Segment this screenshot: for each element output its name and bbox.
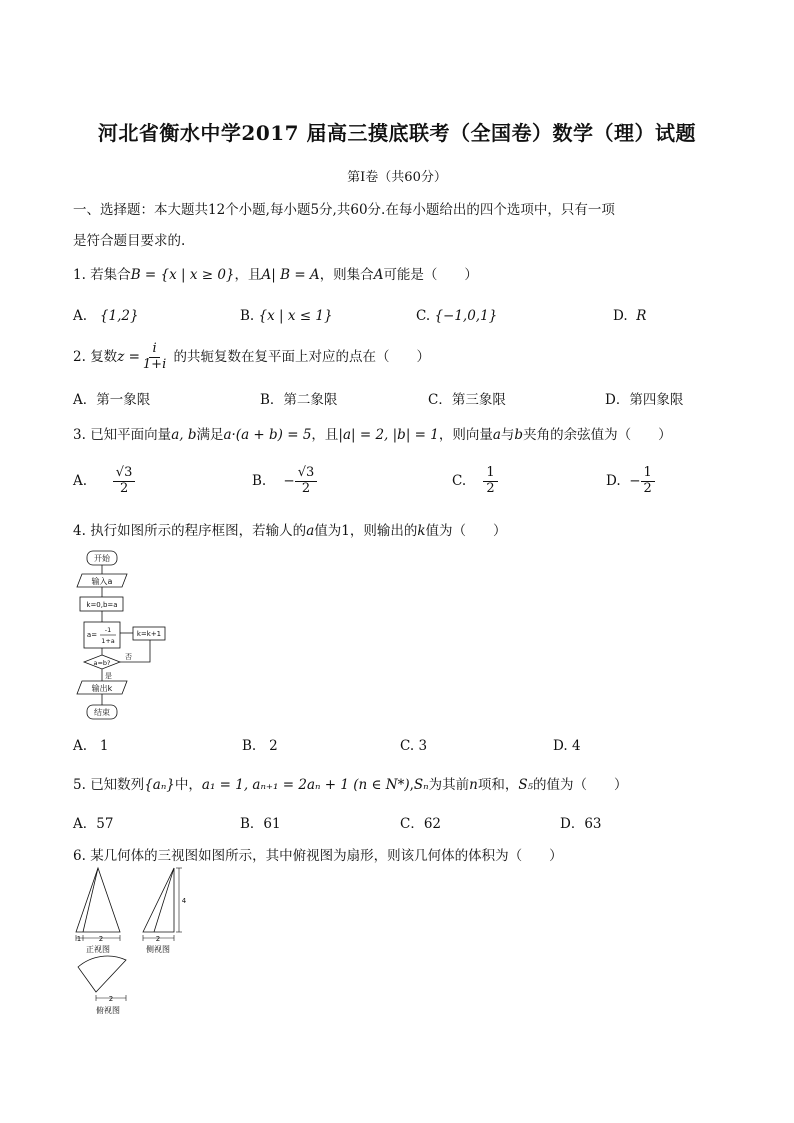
q1-mid: ，且 xyxy=(234,267,262,283)
q3-option-c: C. $\frac{1}{2}$ xyxy=(452,466,498,497)
q3-expr2: |a| = 2, |b| = 1 xyxy=(338,427,439,443)
q1-set-b: B = {x | x ≥ 0} xyxy=(130,267,235,283)
q1-option-c: C. {−1,0,1} xyxy=(416,308,498,324)
question-1 xyxy=(73,263,478,283)
q2-option-d: D．第四象限 xyxy=(605,392,684,408)
q5-option-a: A．57 xyxy=(73,816,114,832)
q1-condition: A| B = A xyxy=(261,267,320,283)
flow-cond-label: a=b? xyxy=(93,659,111,667)
q4-option-a: A. 1 xyxy=(73,738,109,754)
q3-option-a: A. $\frac{√3}{2}$ xyxy=(73,466,135,497)
q2-number: 2. xyxy=(73,348,86,365)
q5-option-b: B．61 xyxy=(240,816,281,832)
q2-fraction: $\frac{i}{1+i}$ xyxy=(142,341,167,372)
q2-stem: 复数 xyxy=(90,348,118,365)
q5-option-d: D．63 xyxy=(560,816,602,832)
part-heading: 第Ⅰ卷（共60分） xyxy=(347,170,447,185)
question-5: 5. 已知数列{aₙ}中，a₁ = 1, aₙ₊₁ = 2aₙ + 1 (n ∈ N*),Sₙ为其前n项和，S₅的值为（ ） xyxy=(73,777,628,793)
question-2 xyxy=(73,342,430,373)
flow-no-label: 否 xyxy=(125,653,132,661)
page-title: 河北省衡水中学2017 届高三摸底联考（全国卷）数学（理）试题 xyxy=(97,121,697,145)
q3-option-d: D. − $\frac{1}{2}$ xyxy=(606,466,655,497)
front-dim-2: 2 xyxy=(98,935,104,943)
q2-stem2: 的共轭复数在复平面上对应的点在（ ） xyxy=(173,348,431,365)
front-view xyxy=(76,868,120,932)
q2-option-a: A．第一象限 xyxy=(73,392,151,408)
flow-input-label: 输入a xyxy=(91,577,113,586)
flow-end-label: 结束 xyxy=(94,708,110,717)
q3-vars: a, b xyxy=(171,427,197,443)
q4-option-d: D. 4 xyxy=(553,738,581,754)
q2-option-c: C．第三象限 xyxy=(428,392,506,408)
q1-option-b: B. {x | x ≤ 1} xyxy=(240,308,333,324)
q2-z: z = xyxy=(117,348,140,365)
flow-output-label: 输出k xyxy=(91,684,113,693)
flow-assign-den: 1+a xyxy=(101,637,115,645)
q1-number: 1. xyxy=(73,267,86,283)
front-view-label: 正视图 xyxy=(86,945,110,954)
front-dim-1: 1 xyxy=(76,935,82,943)
question-3: 3. 已知平面向量a, b满足a·(a + b) = 5，且|a| = 2, |b| = 1，则向量a与b夹角的余弦值为（ ） xyxy=(73,427,672,443)
top-view xyxy=(78,956,126,992)
three-views-figure xyxy=(68,862,198,1022)
side-view-label: 侧视图 xyxy=(146,945,170,954)
flow-yes-label: 是 xyxy=(105,672,112,680)
q4-option-c: C. 3 xyxy=(400,738,428,754)
flow-start-label: 开始 xyxy=(94,554,110,563)
top-dim-2: 2 xyxy=(108,995,114,1003)
question-4: 4. 执行如图所示的程序框图，若输人的a值为1，则输出的k值为（ ） xyxy=(73,523,507,539)
top-view-label: 俯视图 xyxy=(96,1006,120,1015)
q1-end: ，则集合 xyxy=(319,267,374,283)
side-dim-2: 2 xyxy=(155,935,161,943)
q1-stem: 若集合 xyxy=(90,267,131,283)
side-dim-4: 4 xyxy=(181,897,187,905)
q4-option-b: B. 2 xyxy=(242,738,278,754)
q5-option-c: C．62 xyxy=(400,816,442,832)
q1-option-a: A. {1,2} xyxy=(73,308,139,324)
section-instructions-line2: 是符合题目要求的. xyxy=(73,233,186,249)
q3-option-b: B. − $\frac{√3}{2}$ xyxy=(252,466,317,497)
side-view xyxy=(143,868,174,932)
question-6: 6. 某几何体的三视图如图所示，其中俯视图为扇形，则该几何体的体积为（ ） xyxy=(73,848,563,864)
section-instructions-line1: 一、选择题：本大题共12个小题,每小题5分,共60分.在每小题给出的四个选项中，只有一项 xyxy=(73,202,615,218)
flow-assign-num: -1 xyxy=(104,626,112,634)
flow-init-label: k=0,b=a xyxy=(86,601,118,609)
flowchart-figure xyxy=(70,548,180,723)
q1-var: A xyxy=(373,267,384,283)
q1-option-d: D. R xyxy=(613,308,647,324)
q2-option-b: B．第二象限 xyxy=(260,392,338,408)
flow-incr-label: k=k+1 xyxy=(136,630,162,638)
q3-expr: a·(a + b) = 5 xyxy=(223,427,312,443)
flow-assign-lhs: a= xyxy=(86,631,98,639)
q1-end2: 可能是（ ） xyxy=(383,267,478,283)
